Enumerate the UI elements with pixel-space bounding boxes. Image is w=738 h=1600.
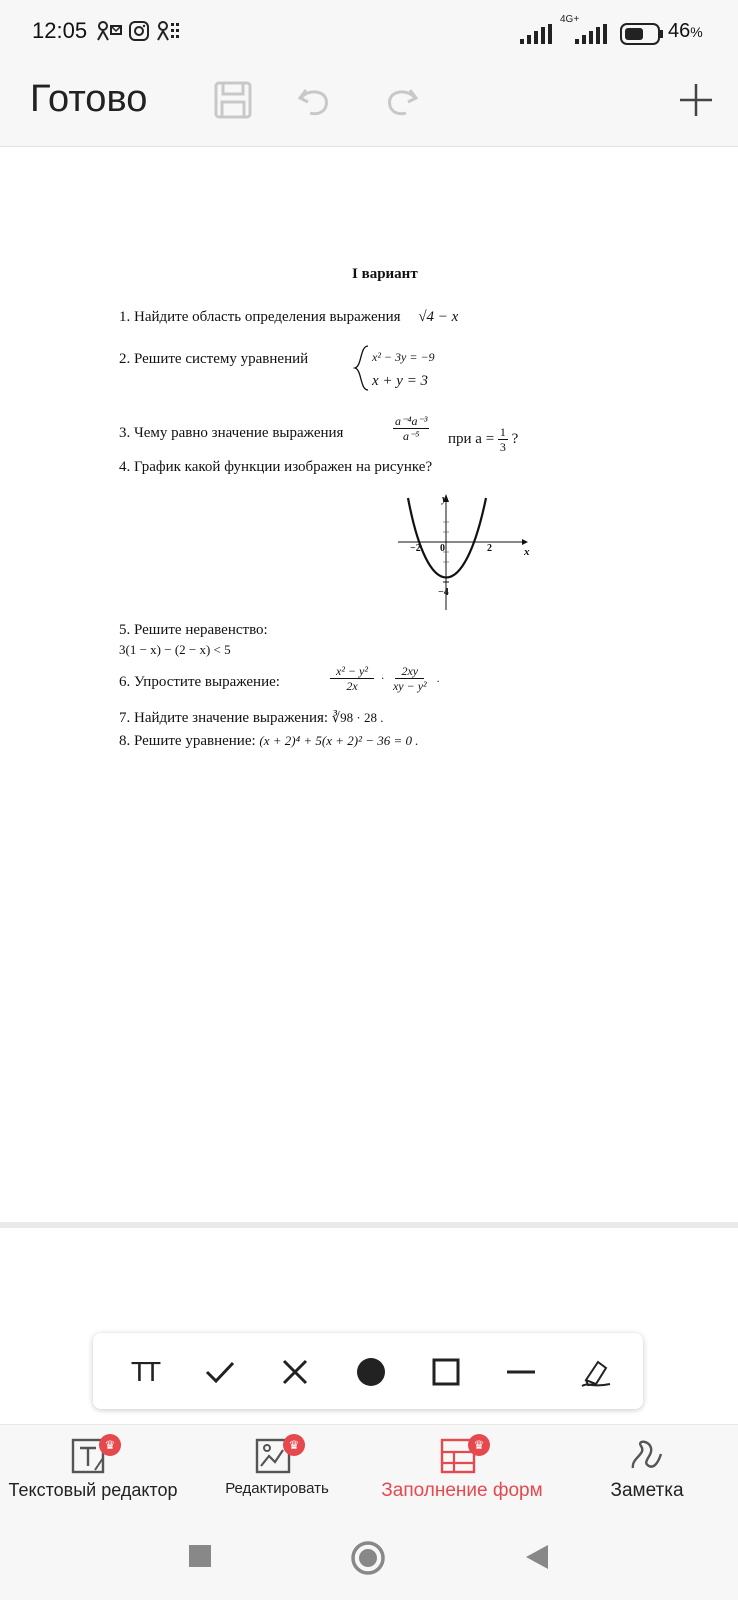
tab-text-editor[interactable] [0,1430,186,1510]
question-1 [119,309,458,326]
line-icon[interactable] [499,1350,543,1394]
frac1-denominator: 2x [346,679,358,693]
origin-label: 0 [440,543,445,554]
premium-crown-icon: ♛ [468,1434,490,1456]
premium-crown-icon: ♛ [99,1434,121,1456]
frac2-denominator: xy − y² [392,679,427,693]
form-fill-icon [438,1434,486,1474]
ok-notification-icon [156,20,182,47]
save-icon[interactable] [213,80,253,125]
tick-label-neg2: −2 [410,543,421,554]
parabola-curve [408,498,486,578]
fraction-numerator: a⁻⁴a⁻³ [395,414,428,428]
premium-crown-icon: ♛ [283,1434,305,1456]
status-time: 12:05 [32,18,88,43]
instagram-icon [128,20,150,47]
sign-icon[interactable] [574,1350,618,1394]
tab-edit[interactable] [196,1430,358,1510]
question-8 [119,733,419,750]
edit-image-icon [253,1434,301,1474]
tab-label: Заметка [610,1480,684,1501]
tick-label-2: 2 [487,543,492,554]
network-type: 4G+ [560,14,580,25]
frac1-numerator: x² − y² [330,664,374,679]
dot-icon[interactable] [349,1350,393,1394]
signal-icon-2 [575,24,609,49]
value-numerator: 1 [499,425,506,439]
tab-label: Редактировать [225,1480,329,1497]
tab-label: Текстовый редактор [8,1480,178,1500]
system-brace [352,344,370,397]
system-equation-1: x² − 3y = −9 [372,350,435,364]
question-1-expression: √4 − x [418,309,459,325]
undo-icon[interactable] [296,80,336,125]
x-axis-label: x [524,546,530,558]
question-7 [119,710,383,727]
tab-note[interactable] [578,1430,716,1510]
question-3-at: при a = [448,430,495,447]
tick-label-neg4: −4 [438,587,449,598]
page-divider [0,1222,738,1228]
y-axis-label: y [442,494,447,505]
parabola-graph [398,494,530,617]
notification-ok-icon [96,20,122,47]
question-3-fraction [393,414,429,443]
question-1-text: 1. Найдите область определения выражения [119,309,401,325]
text-size-icon[interactable]: TT [130,1356,158,1387]
question-8-text: 8. Решите уравнение: [119,733,256,749]
question-6-expression [330,664,440,693]
home-button[interactable] [350,1540,386,1581]
question-3-mark: ? [511,430,519,447]
tab-label: Заполнение форм [381,1480,543,1501]
multiply-dot: · [380,671,384,686]
redo-icon[interactable] [380,80,420,125]
question-4-text: 4. График какой функции изображен на рисунке? [119,459,433,475]
frac2-numerator: 2xy [395,664,424,679]
back-button[interactable] [522,1543,550,1576]
square-icon[interactable] [424,1350,468,1394]
fraction-denominator: a⁻⁵ [402,429,420,443]
value-denominator: 3 [499,440,506,454]
question-2-text: 2. Решите систему уравнений [119,351,309,367]
variant-title: I вариант [352,266,418,282]
question-5-text: 5. Решите неравенство: [119,622,268,638]
question-3-text: 3. Чему равно значение выражения [119,425,344,441]
done-button[interactable]: Готово [30,78,148,120]
tab-form-fill[interactable] [364,1430,560,1510]
question-5-expression: 3(1 − x) − (2 − x) < 5 [119,642,231,657]
question-6-text: 6. Упростите выражение: [119,674,280,690]
question-7-expression: ∛98 · 28 . [331,710,384,725]
question-7-text: 7. Найдите значение выражения: [119,710,329,726]
cross-icon[interactable] [273,1350,317,1394]
system-equation-2: x + y = 3 [372,373,429,389]
check-icon[interactable] [198,1350,242,1394]
plus-icon[interactable] [676,80,716,125]
battery-percent: 46% [668,20,703,42]
note-icon [623,1434,671,1474]
question-8-expression: (x + 2)⁴ + 5(x + 2)² − 36 = 0 . [259,733,419,748]
text-editor-icon [69,1434,117,1474]
battery-icon [620,22,664,51]
signal-icon [520,24,554,49]
x-axis-arrow [522,539,528,545]
question-6-period: . [436,671,440,686]
question-3-condition [448,425,518,454]
recent-apps-button[interactable] [188,1544,212,1573]
